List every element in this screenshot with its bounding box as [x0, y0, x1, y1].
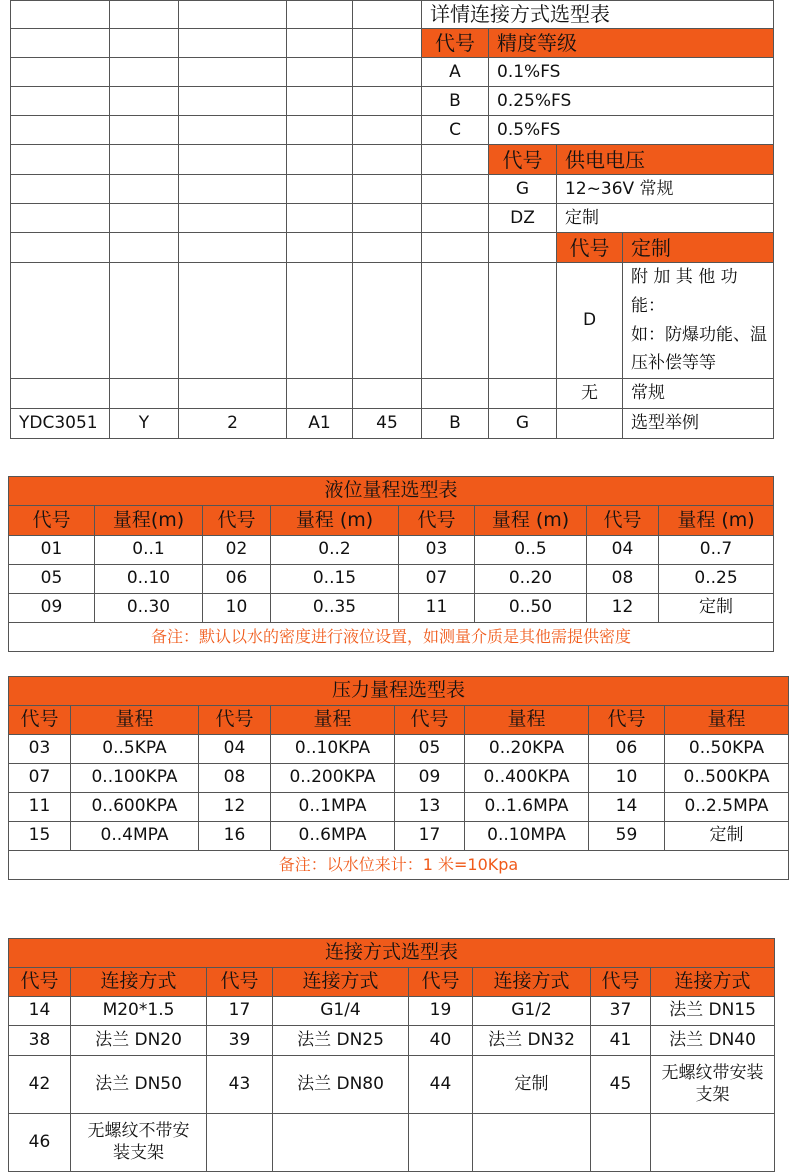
level-cell: 0..7	[659, 536, 774, 565]
pressure-cell: 11	[9, 793, 71, 822]
pressure-cell: 0..6MPA	[271, 822, 395, 851]
connection-cell: G1/2	[473, 997, 591, 1026]
pressure-cell: 0..2.5MPA	[665, 793, 789, 822]
pressure-cell: 10	[589, 764, 665, 793]
connection-cell: 40	[409, 1026, 473, 1056]
pressure-cell: 59	[589, 822, 665, 851]
custom-code-header: 代号	[557, 233, 622, 262]
level-cell: 11	[399, 594, 475, 623]
pressure-cell: 17	[395, 822, 465, 851]
level-cell: 12	[587, 594, 659, 623]
pressure-header: 代号	[395, 706, 465, 735]
level-header: 代号	[399, 506, 475, 536]
pressure-cell: 05	[395, 735, 465, 764]
custom-value: 常规	[631, 383, 665, 404]
pressure-cell: 0..10MPA	[465, 822, 589, 851]
connection-header: 连接方式	[473, 968, 591, 997]
level-table-note: 备注：默认以水的密度进行液位设置，如测量介质是其他需提供密度	[9, 623, 774, 652]
pressure-cell: 14	[589, 793, 665, 822]
pressure-cell: 04	[199, 735, 271, 764]
level-cell: 0..15	[271, 565, 399, 594]
level-header: 量程 (m)	[271, 506, 399, 536]
example-model: YDC3051	[19, 413, 98, 434]
pressure-cell: 06	[589, 735, 665, 764]
accuracy-code: C	[449, 119, 461, 140]
pressure-header: 代号	[589, 706, 665, 735]
connection-cell: 19	[409, 997, 473, 1026]
connection-header: 连接方式	[651, 968, 775, 997]
example-type: Y	[138, 413, 150, 434]
level-cell: 0..20	[475, 565, 587, 594]
accuracy-value: 0.1%FS	[497, 61, 561, 82]
connection-header: 连接方式	[71, 968, 207, 997]
accuracy-code: A	[449, 61, 461, 82]
connection-cell: 法兰 DN80	[273, 1056, 409, 1114]
connection-cell: 法兰 DN50	[71, 1056, 207, 1114]
level-cell: 0..1	[95, 536, 203, 565]
pressure-cell: 09	[395, 764, 465, 793]
level-header: 量程 (m)	[475, 506, 587, 536]
connection-cell: 无螺纹不带安装支架	[71, 1114, 207, 1172]
level-cell: 04	[587, 536, 659, 565]
pressure-cell: 07	[9, 764, 71, 793]
level-table-title: 液位量程选型表	[9, 477, 774, 506]
connection-cell	[207, 1114, 273, 1172]
accuracy-code-header: 代号	[422, 29, 488, 57]
example-custom	[557, 409, 622, 438]
level-range-table	[8, 476, 774, 652]
example-power: G	[515, 413, 530, 434]
connection-cell: G1/4	[273, 997, 409, 1026]
level-cell: 08	[587, 565, 659, 594]
connection-header: 代号	[207, 968, 273, 997]
example-connection: 45	[376, 413, 398, 434]
example-range-kind: 2	[227, 413, 238, 434]
pressure-cell: 0..5KPA	[71, 735, 199, 764]
level-cell: 定制	[659, 594, 774, 623]
level-cell: 03	[399, 536, 475, 565]
level-header: 代号	[9, 506, 95, 536]
pressure-cell: 0..50KPA	[665, 735, 789, 764]
level-cell: 07	[399, 565, 475, 594]
pressure-cell: 15	[9, 822, 71, 851]
pressure-cell: 0..200KPA	[271, 764, 395, 793]
connection-cell	[409, 1114, 473, 1172]
connection-cell: 法兰 DN15	[651, 997, 775, 1026]
pressure-cell: 0..20KPA	[465, 735, 589, 764]
pressure-cell: 定制	[665, 822, 789, 851]
level-cell: 10	[203, 594, 271, 623]
connection-cell	[591, 1114, 651, 1172]
power-value: 12~36V 常规	[565, 178, 674, 199]
power-value: 定制	[565, 207, 599, 228]
level-cell: 0..25	[659, 565, 774, 594]
connection-cell: 38	[9, 1026, 71, 1056]
example-accuracy: B	[449, 413, 461, 434]
pressure-table-note: 备注：以水位来计：1 米=10Kpa	[9, 851, 789, 880]
level-cell: 0..50	[475, 594, 587, 623]
connection-cell: 39	[207, 1026, 273, 1056]
connection-cell: 44	[409, 1056, 473, 1114]
custom-name-header: 定制	[623, 233, 773, 262]
detail-section	[0, 0, 790, 440]
connection-header: 代号	[409, 968, 473, 997]
pressure-cell: 12	[199, 793, 271, 822]
pressure-cell: 0..1.6MPA	[465, 793, 589, 822]
pressure-header: 量程	[271, 706, 395, 735]
pressure-header: 量程	[71, 706, 199, 735]
connection-cell: 定制	[473, 1056, 591, 1114]
pressure-header: 量程	[465, 706, 589, 735]
accuracy-value: 0.5%FS	[497, 119, 561, 140]
level-cell: 06	[203, 565, 271, 594]
level-cell: 05	[9, 565, 95, 594]
power-code: DZ	[510, 207, 535, 228]
pressure-cell: 0..500KPA	[665, 764, 789, 793]
custom-code: D	[582, 310, 597, 331]
connection-cell: 法兰 DN40	[651, 1026, 775, 1056]
connection-cell: M20*1.5	[71, 997, 207, 1026]
connection-cell: 43	[207, 1056, 273, 1114]
pressure-cell: 16	[199, 822, 271, 851]
pressure-cell: 0..10KPA	[271, 735, 395, 764]
connection-cell: 法兰 DN25	[273, 1026, 409, 1056]
pressure-cell: 03	[9, 735, 71, 764]
pressure-header: 代号	[199, 706, 271, 735]
connection-table-title: 连接方式选型表	[9, 939, 775, 968]
connection-cell: 无螺纹带安装支架	[651, 1056, 775, 1114]
pressure-cell: 0..100KPA	[71, 764, 199, 793]
connection-cell: 法兰 DN32	[473, 1026, 591, 1056]
connection-cell: 46	[9, 1114, 71, 1172]
level-cell: 01	[9, 536, 95, 565]
pressure-cell: 0..4MPA	[71, 822, 199, 851]
pressure-cell: 0..400KPA	[465, 764, 589, 793]
connection-cell	[273, 1114, 409, 1172]
connection-table	[8, 938, 775, 1172]
connection-header: 代号	[591, 968, 651, 997]
connection-cell: 14	[9, 997, 71, 1026]
level-cell: 0..35	[271, 594, 399, 623]
pressure-table-title: 压力量程选型表	[9, 677, 789, 706]
pressure-cell: 13	[395, 793, 465, 822]
custom-value: 附 加 其 他 功 能： 如：防爆功能、温压补偿等等	[631, 266, 767, 374]
power-name-header: 供电电压	[557, 145, 773, 174]
level-header: 代号	[587, 506, 659, 536]
pressure-cell: 0..1MPA	[271, 793, 395, 822]
pressure-cell: 0..600KPA	[71, 793, 199, 822]
level-cell: 0..5	[475, 536, 587, 565]
level-header: 量程(m)	[95, 506, 203, 536]
pressure-range-table	[8, 676, 789, 880]
power-code-header: 代号	[489, 145, 556, 174]
level-header: 量程 (m)	[659, 506, 774, 536]
accuracy-code: B	[449, 90, 461, 111]
connection-cell: 41	[591, 1026, 651, 1056]
connection-header: 连接方式	[273, 968, 409, 997]
example-option: A1	[308, 413, 331, 434]
power-code: G	[515, 178, 530, 199]
example-label: 选型举例	[631, 413, 699, 434]
connection-cell: 37	[591, 997, 651, 1026]
connection-cell	[473, 1114, 591, 1172]
accuracy-name-header: 精度等级	[489, 29, 773, 57]
pressure-header: 量程	[665, 706, 789, 735]
accuracy-value: 0.25%FS	[497, 90, 572, 111]
level-cell: 0..10	[95, 565, 203, 594]
connection-cell: 45	[591, 1056, 651, 1114]
connection-cell: 42	[9, 1056, 71, 1114]
level-cell: 0..2	[271, 536, 399, 565]
level-cell: 09	[9, 594, 95, 623]
pressure-cell: 08	[199, 764, 271, 793]
level-cell: 02	[203, 536, 271, 565]
connection-cell: 17	[207, 997, 273, 1026]
custom-code: 无	[581, 383, 598, 404]
connection-cell: 法兰 DN20	[71, 1026, 207, 1056]
connection-header: 代号	[9, 968, 71, 997]
pressure-header: 代号	[9, 706, 71, 735]
detail-title: 详情连接方式选型表	[430, 2, 610, 26]
level-cell: 0..30	[95, 594, 203, 623]
level-header: 代号	[203, 506, 271, 536]
connection-cell	[651, 1114, 775, 1172]
